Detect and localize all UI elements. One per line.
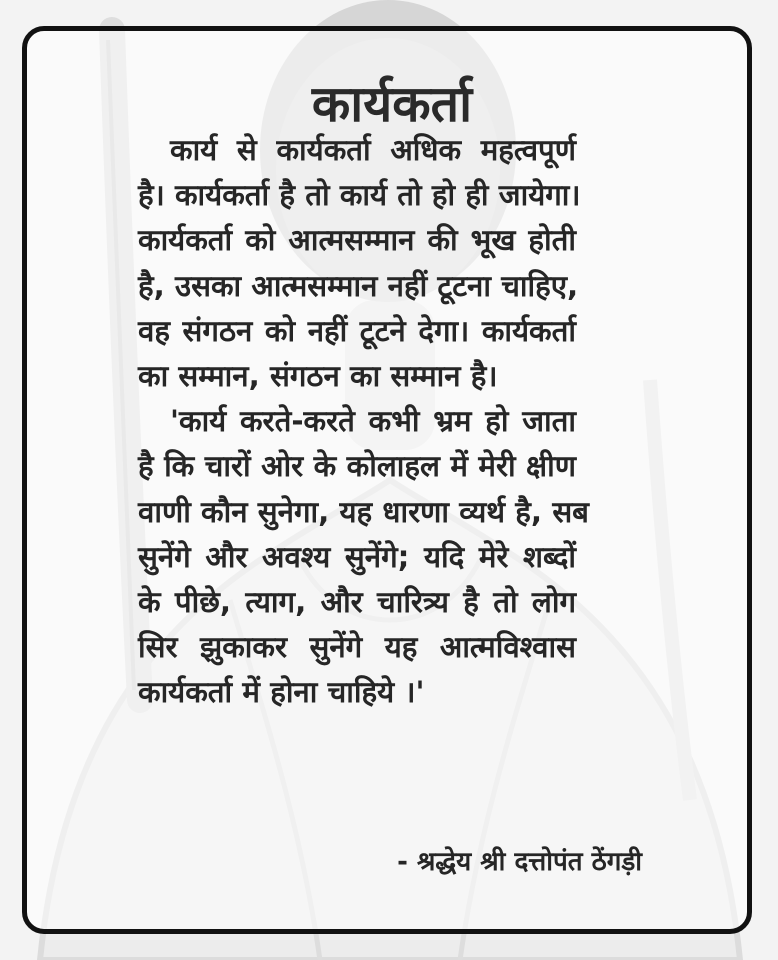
text-line: वाणी कौन सुनेगा, यह धारणा व्यर्थ है, सब <box>138 494 589 529</box>
text-line: है, उसका आत्मसम्मान नहीं टूटना चाहिए, <box>138 268 579 303</box>
text-line: सिर झुकाकर सुनेंगे यह आत्मविश्वास <box>138 630 576 665</box>
text-line: वह संगठन को नहीं टूटने देगा। कार्यकर्ता <box>138 313 576 348</box>
text-line: 'कार्य करते-करते कभी भ्रम हो जाता <box>170 404 576 439</box>
attribution: - श्रद्धेय श्री दत्तोपंत ठेंगड़ी <box>397 847 642 877</box>
text-line: के पीछे, त्याग, और चारित्र्य है तो लोग <box>138 584 576 619</box>
text-line: का सम्मान, संगठन का सम्मान है। <box>138 358 498 393</box>
text-line: है कि चारों ओर के कोलाहल में मेरी क्षीण <box>138 449 576 484</box>
text-line: सुनेंगे और अवश्य सुनेंगे; यदि मेरे शब्दों <box>138 539 576 574</box>
quote-body <box>138 128 589 715</box>
text-line: कार्य से कार्यकर्ता अधिक महत्वपूर्ण <box>170 133 576 167</box>
text-line: कार्यकर्ता में होना चाहिये ।' <box>138 675 425 710</box>
text-line: है। कार्यकर्ता है तो कार्य तो हो ही जायेगा। <box>138 178 581 213</box>
page-title: कार्यकर्ता <box>311 75 473 133</box>
text-line: कार्यकर्ता को आत्मसम्मान की भूख होती <box>138 223 576 258</box>
